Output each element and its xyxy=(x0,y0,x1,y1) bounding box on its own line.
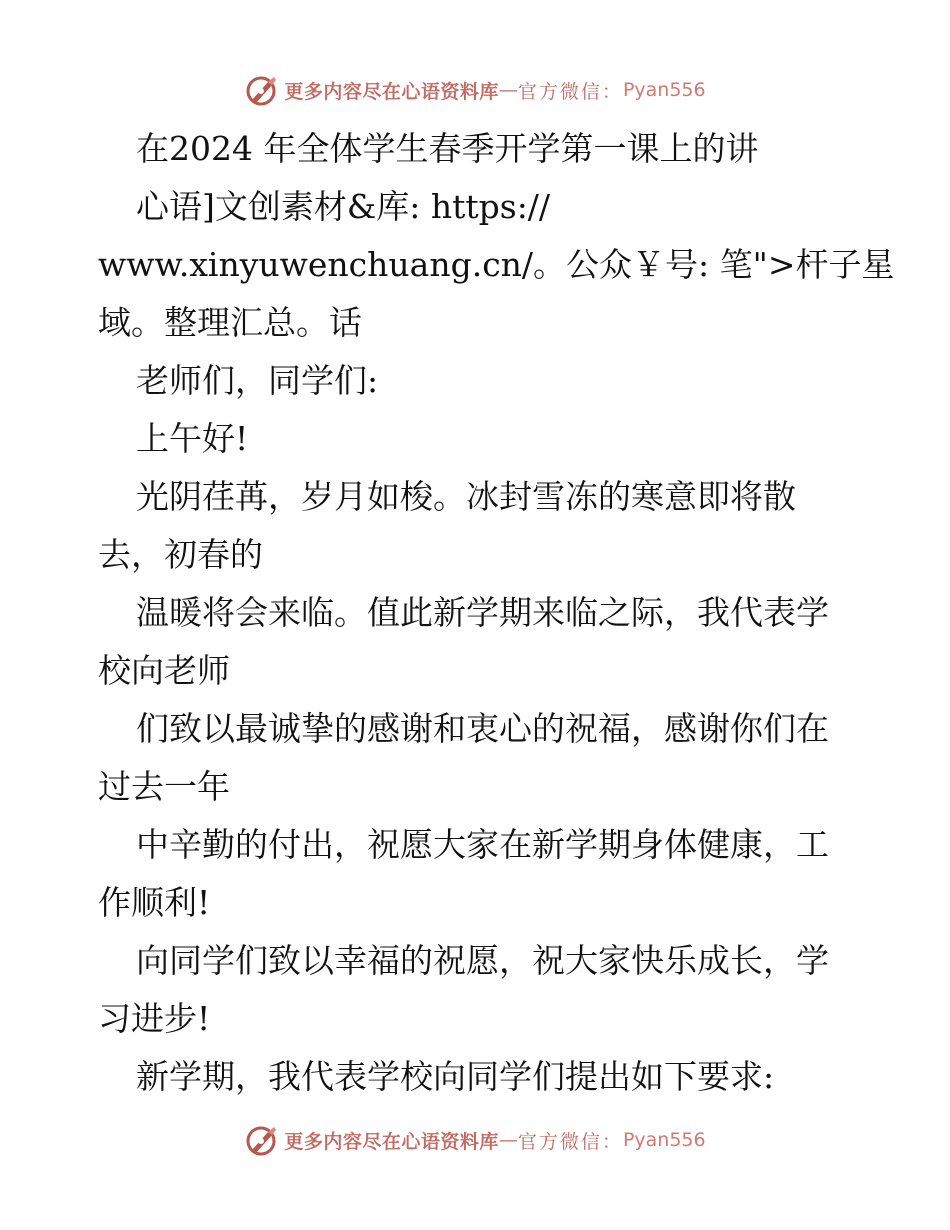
banner-wechat-id: Pyan556 xyxy=(622,79,706,101)
text-line: 向同学们致以幸福的祝愿，祝大家快乐成长，学 xyxy=(136,941,829,980)
text-line: 中辛勤的付出，祝愿大家在新学期身体健康，工 xyxy=(136,825,829,864)
text-line: 校向老师 xyxy=(98,651,230,690)
banner-dash: — xyxy=(498,1129,518,1151)
text-line: 温暖将会来临。值此新学期来临之际，我代表学 xyxy=(136,593,829,632)
text-line: 上午好! xyxy=(136,419,249,458)
pen-logo-icon xyxy=(244,1123,280,1157)
banner-brand-text: 更多内容尽在心语资料库 xyxy=(284,80,499,103)
text-line: 光阴荏苒，岁月如梭。冰封雪冻的寒意即将散 xyxy=(136,477,796,516)
banner-dash: — xyxy=(498,79,518,101)
banner-brand-text: 更多内容尽在心语资料库 xyxy=(284,1130,499,1153)
text-line: 们致以最诚挚的感谢和衷心的祝福，感谢你们在 xyxy=(136,709,829,748)
text-line: 域。整理汇总。话 xyxy=(98,303,362,342)
text-line: 习进步! xyxy=(98,999,211,1038)
pen-logo-icon xyxy=(244,73,280,107)
text-line: 作顺利! xyxy=(98,883,211,922)
banner-wechat-label: 官方微信： xyxy=(517,1130,623,1153)
header-watermark-banner xyxy=(0,70,950,110)
text-line: 心语]文创素材&库: https:// xyxy=(136,187,551,226)
document-body xyxy=(98,120,895,1106)
text-line: 在2024 年全体学生春季开学第一课上的讲 xyxy=(136,129,759,168)
text-line: 新学期，我代表学校向同学们提出如下要求: xyxy=(136,1057,775,1096)
text-line: 老师们，同学们: xyxy=(136,361,379,400)
footer-watermark-banner xyxy=(0,1120,950,1160)
banner-wechat-id: Pyan556 xyxy=(622,1129,706,1151)
text-line: 过去一年 xyxy=(98,767,230,806)
text-line: 去，初春的 xyxy=(98,535,263,574)
text-line: www.xinyuwenchuang.cn/。公众￥号: 笔">杆子星 xyxy=(98,245,895,284)
banner-wechat-label: 官方微信： xyxy=(517,80,623,103)
